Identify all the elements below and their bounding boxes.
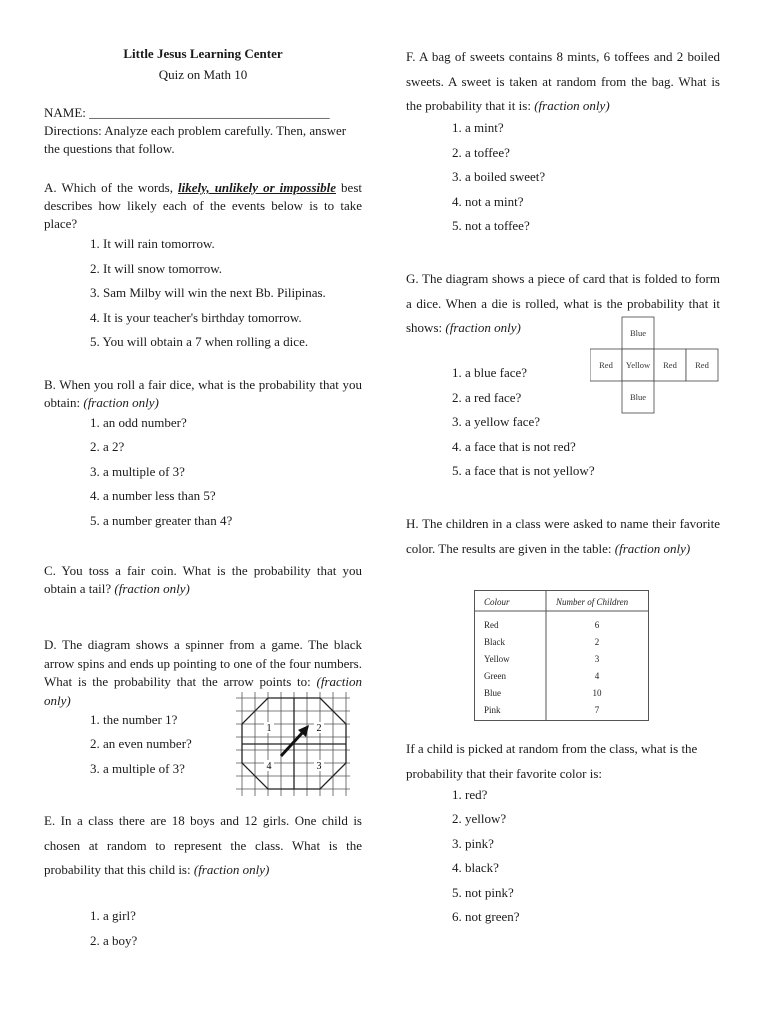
spinner-label-2: 2 (316, 723, 322, 734)
fraction-note: (fraction only) (114, 581, 190, 596)
table-cell-count: 10 (592, 688, 602, 698)
favorite-color-table (474, 590, 650, 722)
table-cell-count: 6 (594, 620, 600, 630)
net-face-label: Red (663, 360, 677, 370)
section-b-text: B. When you roll a fair dice, what is the probability that you obtain: (44, 377, 362, 410)
net-face-label: Red (599, 360, 613, 370)
section-g-item: 4. a face that is not red? (452, 439, 576, 454)
section-b-item: 2. a 2? (90, 439, 125, 454)
table-cell-count: 4 (594, 671, 600, 681)
section-a-item: 2. It will snow tomorrow. (90, 261, 223, 276)
section-h-item: 4. black? (452, 860, 499, 875)
section-f-item: 2. a toffee? (452, 145, 510, 160)
net-face-label: Yellow (625, 360, 651, 370)
table-header-colour: Colour (484, 597, 510, 607)
section-g-item: 2. a red face? (452, 390, 522, 405)
net-face-label: Red (695, 360, 709, 370)
fraction-note: (fraction only) (83, 395, 159, 410)
section-g-item: 5. a face that is not yellow? (452, 463, 595, 478)
section-c-text: C. You toss a fair coin. What is the probability that you obtain a tail? (44, 563, 362, 596)
section-d-item: 1. the number 1? (90, 712, 178, 727)
section-a-item: 1. It will rain tomorrow. (90, 236, 215, 251)
section-h-item: 6. not green? (452, 909, 520, 924)
section-f-item: 1. a mint? (452, 120, 504, 135)
section-h-item: 5. not pink? (452, 885, 514, 900)
spinner-diagram (236, 692, 350, 796)
table-cell-colour: Yellow (484, 654, 510, 664)
section-e-text: E. In a class there are 18 boys and 12 girls. One child is chosen at random to represent the class. What is the probability that this child is: (44, 813, 362, 877)
section-h-item: 3. pink? (452, 836, 494, 851)
table-cell-colour: Pink (484, 705, 501, 715)
fraction-note: (fraction only) (193, 862, 270, 877)
fraction-note: (fraction only) (445, 320, 521, 335)
table-cell-count: 2 (594, 637, 600, 647)
fraction-note: (fraction only) (534, 98, 610, 113)
section-f-item: 3. a boiled sweet? (452, 169, 546, 184)
section-h-item: 2. yellow? (452, 811, 507, 826)
net-face-label: Blue (629, 392, 647, 402)
table-cell-colour: Green (484, 671, 506, 681)
directions: Directions: Analyze each problem carefully. Then, answer the questions that follow. (44, 123, 347, 156)
section-b-item: 1. an odd number? (90, 415, 187, 430)
section-f-question (406, 45, 720, 119)
section-a-keywords: likely, unlikely or impossible (178, 180, 337, 195)
section-a-question (44, 179, 362, 233)
section-e-question (44, 809, 362, 883)
section-b-item: 5. a number greater than 4? (90, 513, 233, 528)
section-a-item: 5. You will obtain a 7 when rolling a dice. (90, 334, 309, 349)
school-name: Little Jesus Learning Center (123, 46, 283, 61)
section-d-item: 3. a multiple of 3? (90, 761, 185, 776)
table-cell-colour: Red (484, 620, 499, 630)
table-cell-count: 7 (594, 705, 600, 715)
dice-net-diagram (590, 316, 720, 416)
name-line: NAME: _____________________________________ (44, 105, 330, 120)
section-d-text: D. The diagram shows a spinner from a game. The black arrow spins and ends up pointing to one of the four numbers. What is the probability that the arrow points to: (44, 637, 362, 689)
spinner-label-4: 4 (266, 761, 272, 772)
section-f-item: 5. not a toffee? (452, 218, 530, 233)
section-g-text: G. The diagram shows a piece of card that is folded to form a dice. When a die is rolled, what is the probability that it shows: (406, 271, 720, 335)
section-c-question (44, 562, 362, 598)
section-a-suffix: best describes how likely each of the events below is to take place? (44, 180, 362, 231)
table-header-count: Number of Children (556, 597, 629, 607)
spinner-label-3: 3 (316, 761, 322, 772)
net-face-label: Blue (629, 328, 647, 338)
section-h-followup: If a child is picked at random from the class, what is the probability that their favorite color is: (406, 741, 698, 781)
section-e-item: 1. a girl? (90, 908, 136, 923)
section-a-item: 4. It is your teacher's birthday tomorrow. (90, 310, 302, 325)
table-cell-colour: Black (484, 637, 505, 647)
section-a-item: 3. Sam Milby will win the next Bb. Pilipinas. (90, 285, 326, 300)
section-f-text: F. A bag of sweets contains 8 mints, 6 toffees and 2 boiled sweets. A sweet is taken at random from the bag. What is the probability that it is: (406, 49, 720, 113)
section-d-item: 2. an even number? (90, 736, 192, 751)
section-a-prefix: A. Which of the words, (44, 180, 179, 195)
section-h-question (406, 512, 720, 561)
fraction-note: (fraction only) (614, 540, 691, 556)
section-b-item: 3. a multiple of 3? (90, 464, 185, 479)
section-e-item: 2. a boy? (90, 933, 138, 948)
section-h-item: 1. red? (452, 787, 488, 802)
spinner-label-1: 1 (266, 723, 272, 734)
quiz-title: Quiz on Math 10 (158, 67, 248, 82)
section-b-question (44, 376, 362, 412)
section-h-text: H. The children in a class were asked to name their favorite color. The results are given in the table: (406, 516, 720, 556)
fraction-note: (fraction only) (44, 674, 362, 708)
section-g-item: 1. a blue face? (452, 365, 528, 380)
section-b-item: 4. a number less than 5? (90, 488, 216, 503)
section-f-item: 4. not a mint? (452, 194, 524, 209)
section-g-item: 3. a yellow face? (452, 414, 541, 429)
table-cell-count: 3 (594, 654, 600, 664)
table-cell-colour: Blue (484, 688, 501, 698)
